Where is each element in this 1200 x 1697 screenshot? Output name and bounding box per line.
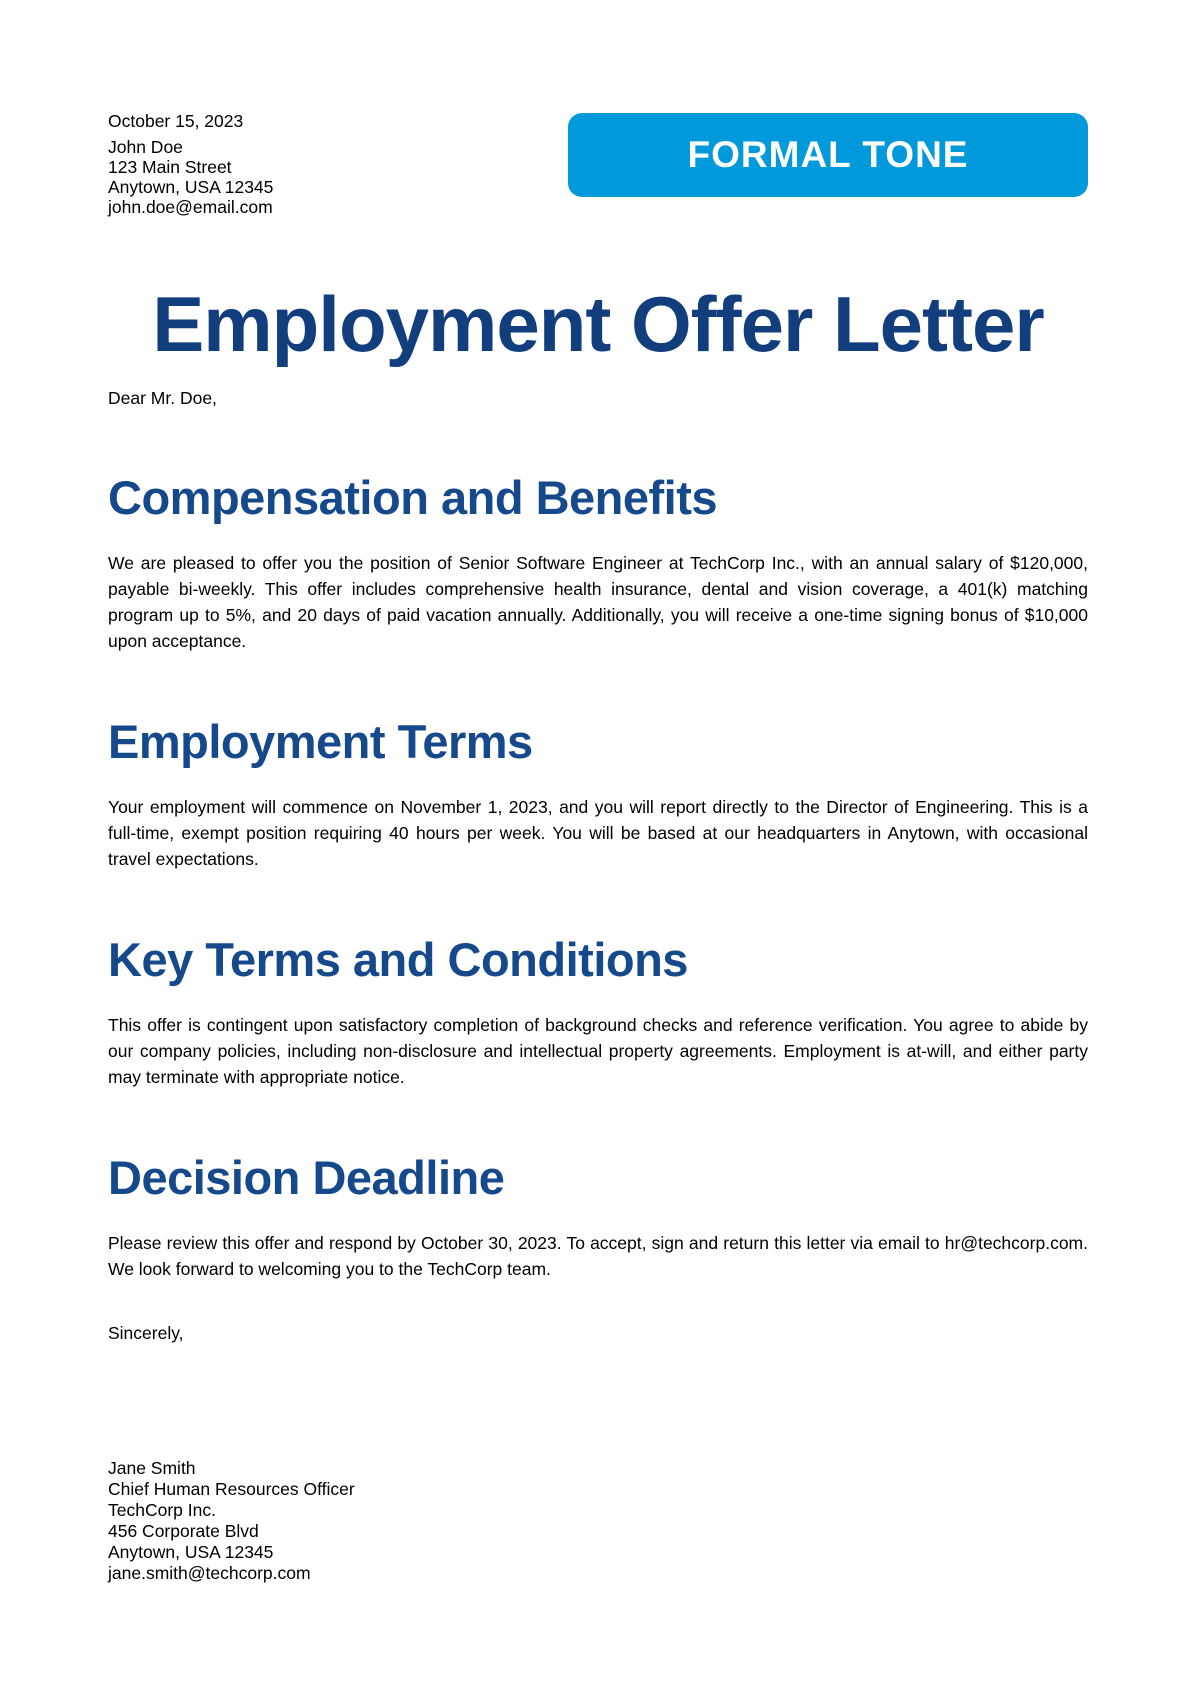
salutation: Dear Mr. Doe, — [108, 388, 217, 408]
section-heading-employment-terms: Employment Terms — [108, 715, 533, 768]
tone-badge — [568, 113, 1088, 197]
valediction: Sincerely, — [108, 1323, 184, 1343]
signer-city: Anytown, USA 12345 — [108, 1542, 274, 1562]
sender-city: Anytown, USA 12345 — [108, 177, 274, 197]
section-body-decision-deadline: Please review this offer and respond by October 30, 2023. To accept, sign and return this letter via email to hr@techcorp.com. We look forward to welcoming you to the TechCorp team. — [108, 1233, 1088, 1279]
section-heading-key-terms: Key Terms and Conditions — [108, 933, 688, 986]
section-employment-terms — [108, 714, 1088, 872]
sender-email: john.doe@email.com — [108, 197, 273, 217]
page-title: Employment Offer Letter — [152, 280, 1044, 368]
signer-company: TechCorp Inc. — [108, 1500, 216, 1520]
signature-block — [108, 1458, 1088, 1584]
section-body-compensation: We are pleased to offer you the position of Senior Software Engineer at TechCorp Inc., with an annual salary of $120,000, payable bi-weekly. This offer includes comprehensive health insurance, dental and vision coverage, a 401(k) matching program up to 5%, and 20 days of paid vacation annually. Additionally, you will receive a one-time signing bonus of $10,000 upon acceptance. — [108, 553, 1088, 651]
signer-name: Jane Smith — [108, 1458, 196, 1478]
section-heading-decision-deadline: Decision Deadline — [108, 1151, 505, 1204]
letter-date: October 15, 2023 — [108, 111, 244, 131]
section-compensation-and-benefits — [108, 470, 1088, 654]
section-heading-compensation: Compensation and Benefits — [108, 471, 718, 524]
signer-title: Chief Human Resources Officer — [108, 1479, 355, 1499]
signer-email: jane.smith@techcorp.com — [108, 1563, 311, 1583]
tone-badge-label: FORMAL TONE — [687, 134, 969, 175]
section-decision-deadline — [108, 1150, 1088, 1282]
signer-street: 456 Corporate Blvd — [108, 1521, 259, 1541]
section-body-key-terms: This offer is contingent upon satisfactory completion of background checks and reference verification. You agree to abide by our company policies, including non-disclosure and intellectual property agreements. Employment is at-will, and either party may terminate with appropriate notice. — [108, 1015, 1088, 1087]
sender-name: John Doe — [108, 137, 183, 157]
section-key-terms-and-conditions — [108, 932, 1088, 1090]
sender-street: 123 Main Street — [108, 157, 232, 177]
section-body-employment-terms: Your employment will commence on November 1, 2023, and you will report directly to the Director of Engineering. This is a full-time, exempt position requiring 40 hours per week. You will be based at our headquarters in Anytown, with occasional travel expectations. — [108, 797, 1088, 869]
